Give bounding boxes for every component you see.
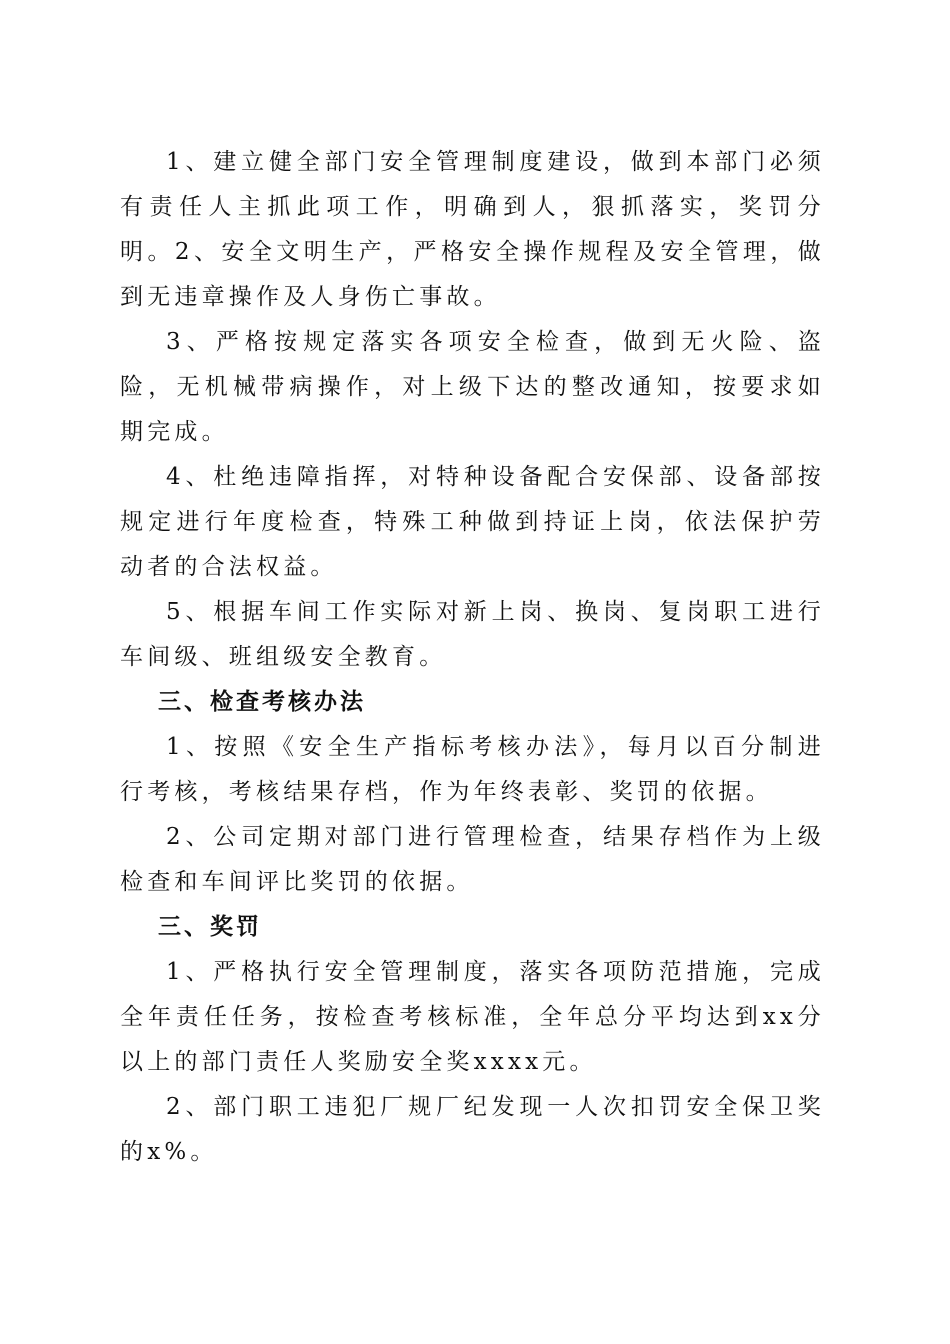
- paragraph-inspection-2: 2、公司定期对部门进行管理检查，结果存档作为上级检查和车间评比奖罚的依据。: [120, 824, 825, 895]
- paragraph-item-1: 1、建立健全部门安全管理制度建设，做到本部门必须有责任人主抓此项工作，明确到人，狠抓落实，奖罚分明。2、安全文明生产，严格安全操作规程及安全管理，做到无违章操作及人身伤亡事故。: [120, 149, 825, 310]
- paragraph-inspection-1: 1、按照《安全生产指标考核办法》，每月以百分制进行考核，考核结果存档，作为年终表彰、奖罚的依据。: [120, 734, 825, 805]
- document-page: [120, 140, 825, 1175]
- paragraph-rewards-2: 2、部门职工违犯厂规厂纪发现一人次扣罚安全保卫奖的x%。: [120, 1094, 825, 1165]
- paragraph-item-3: 3、严格按规定落实各项安全检查，做到无火险、盗险，无机械带病操作，对上级下达的整改通知，按要求如期完成。: [120, 329, 825, 445]
- paragraph-rewards-1: 1、严格执行安全管理制度，落实各项防范措施，完成全年责任任务，按检查考核标准，全年总分平均达到xx分以上的部门责任人奖励安全奖xxxx元。: [120, 959, 825, 1075]
- section-heading-inspection: 三、检查考核办法: [158, 689, 366, 715]
- paragraph-item-4: 4、杜绝违障指挥，对特种设备配合安保部、设备部按规定进行年度检查，特殊工种做到持证上岗，依法保护劳动者的合法权益。: [120, 464, 825, 580]
- section-heading-rewards: 三、奖罚: [158, 914, 262, 940]
- paragraph-item-5: 5、根据车间工作实际对新上岗、换岗、复岗职工进行车间级、班组级安全教育。: [120, 599, 825, 670]
